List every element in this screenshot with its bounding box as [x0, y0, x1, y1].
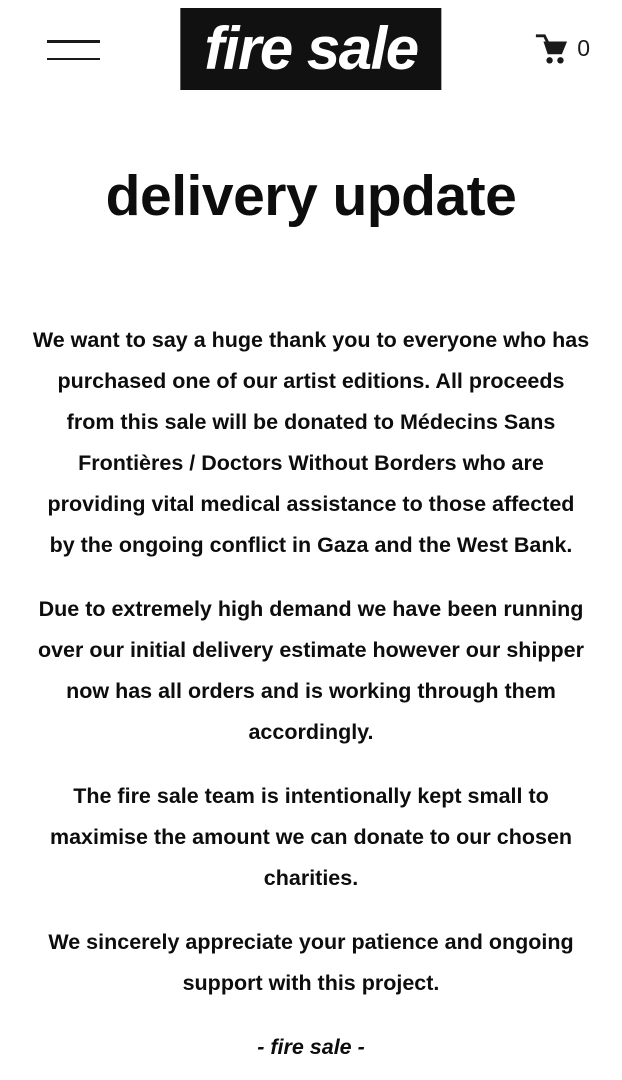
text-line: maximise the amount we can donate to our chosen [49, 825, 573, 849]
text-line: We sincerely appreciate your patience and ongoing [48, 930, 574, 954]
menu-button[interactable] [47, 40, 100, 60]
paragraph [28, 589, 594, 753]
paragraph [28, 320, 594, 566]
text-line: Due to extremely high demand we have been running [38, 597, 584, 621]
hamburger-icon [47, 40, 100, 43]
cart-count: 0 [577, 35, 590, 61]
text-line: purchased one of our artist editions. All proceeds [57, 369, 565, 393]
text-line: We want to say a huge thank you to everyone who has [32, 328, 590, 352]
logo[interactable]: fire sale [180, 8, 441, 90]
cart-icon [532, 32, 570, 66]
paragraph [28, 922, 594, 1004]
text-line: charities. [263, 866, 359, 890]
main-content [0, 162, 622, 1068]
text-line: support with this project. [182, 971, 440, 995]
text-line: over our initial delivery estimate however our shipper [37, 638, 585, 662]
text-line: accordingly. [248, 720, 374, 744]
text-line: by the ongoing conflict in Gaza and the West Bank. [49, 533, 573, 557]
paragraph [28, 776, 594, 899]
text-line: from this sale will be donated to Médecins Sans [66, 410, 556, 434]
cart-button[interactable] [532, 32, 590, 66]
text-line: now has all orders and is working through them [66, 679, 556, 703]
hamburger-icon [47, 58, 100, 61]
page-title: delivery update [105, 164, 517, 228]
text-line: The fire sale team is intentionally kept small to [73, 784, 549, 808]
text-line: providing vital medical assistance to those affected [47, 492, 575, 516]
content [0, 320, 622, 1004]
header [0, 0, 622, 97]
signature: - fire sale - [257, 1035, 365, 1059]
text-line: Frontières / Doctors Without Borders who are [78, 451, 544, 475]
